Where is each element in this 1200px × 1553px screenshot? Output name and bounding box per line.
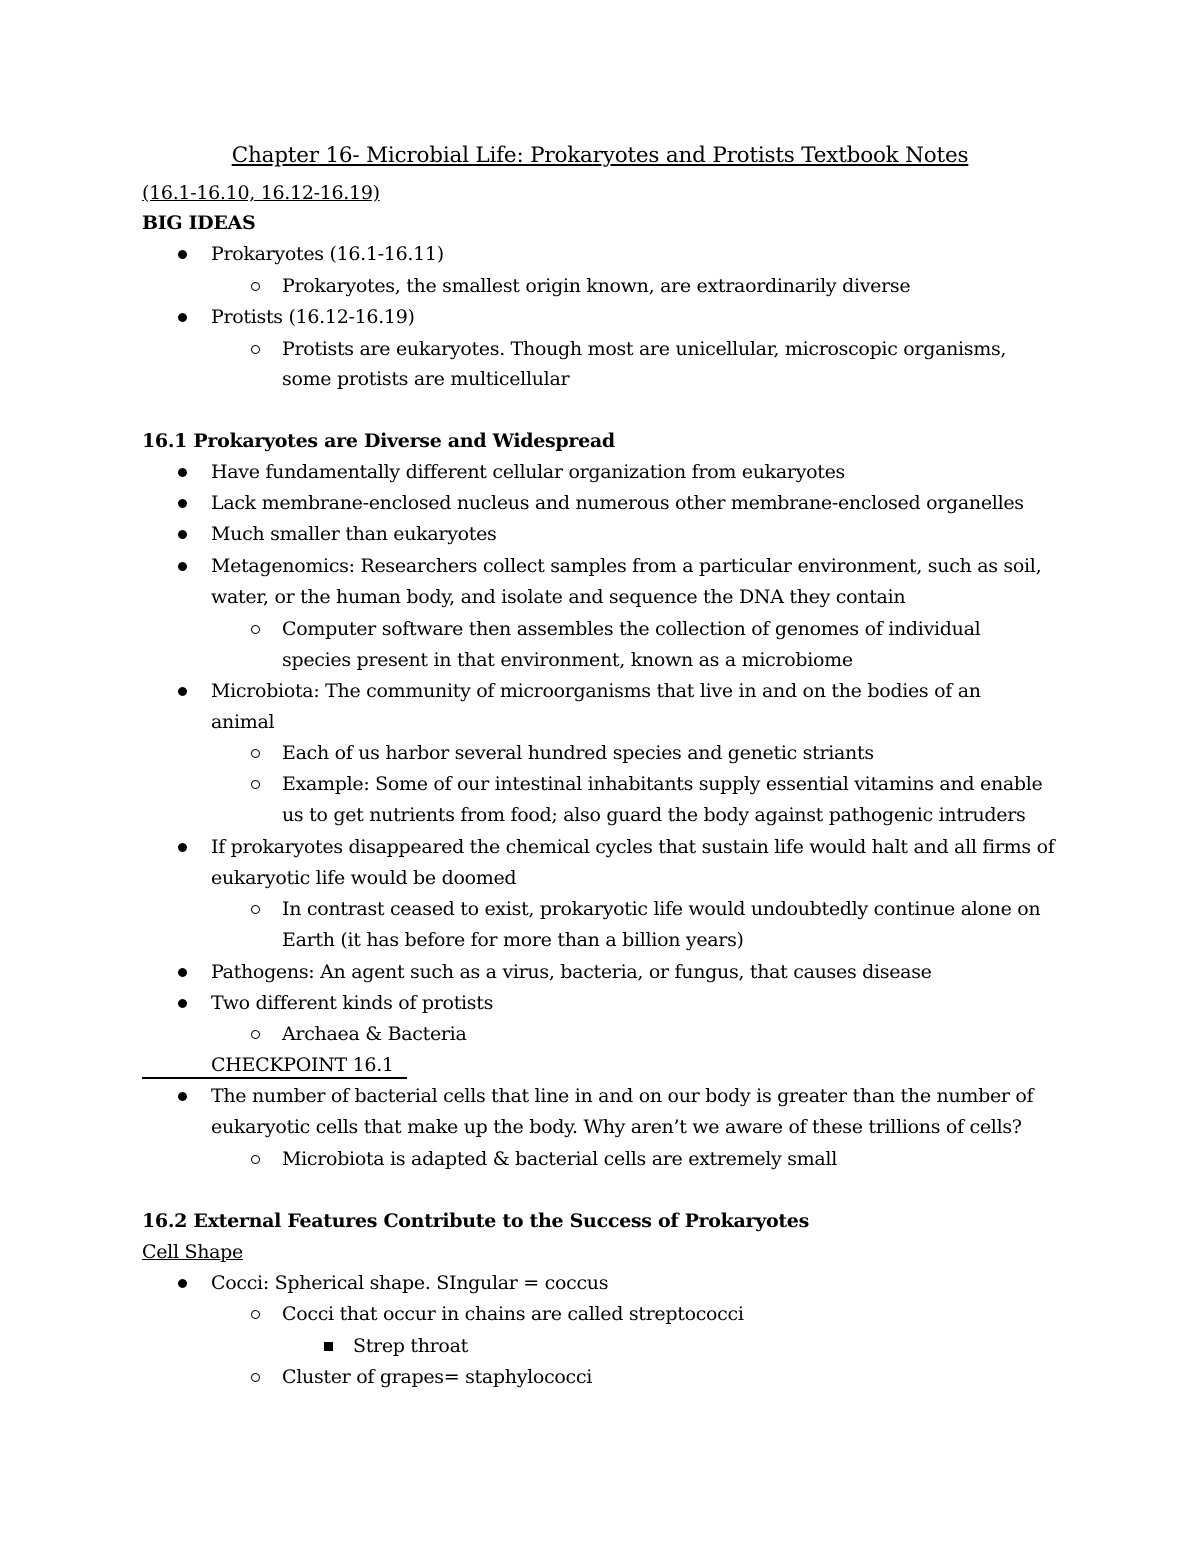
list-item: Example: Some of our intestinal inhabitants supply essential vitamins and enable (282, 773, 1043, 795)
list-item: Cocci: Spherical shape. SIngular = coccus (211, 1272, 609, 1294)
list-item: Prokaryotes, the smallest origin known, are extraordinarily diverse (282, 275, 911, 297)
bullet-icon (178, 313, 187, 322)
hollow-bullet-icon (251, 749, 260, 758)
square-bullet-icon (324, 1342, 333, 1351)
document-title: Chapter 16- Microbial Life: Prokaryotes and Protists Textbook Notes (231, 143, 969, 168)
list-item: Lack membrane-enclosed nucleus and numerous other membrane-enclosed organelles (211, 492, 1024, 514)
list-item: In contrast ceased to exist, prokaryotic life would undoubtedly continue alone on (282, 898, 1041, 920)
checkpoint-label: CHECKPOINT 16.1 (211, 1054, 394, 1076)
list-item: Protists are eukaryotes. Though most are unicellular, microscopic organisms, (282, 338, 1007, 360)
bullet-icon (178, 468, 187, 477)
bullet-icon (178, 843, 187, 852)
list-item: Much smaller than eukaryotes (211, 523, 497, 545)
bullet-icon (178, 530, 187, 539)
list-item: Metagenomics: Researchers collect samples from a particular environment, such as soil, (211, 555, 1042, 577)
list-item-continuation: Earth (it has before for more than a billion years) (282, 929, 744, 951)
hollow-bullet-icon (251, 780, 260, 789)
list-item-continuation: eukaryotic cells that make up the body. Why aren’t we aware of these trillions of cells? (211, 1116, 1022, 1138)
list-item: Have fundamentally different cellular organization from eukaryotes (211, 461, 845, 483)
bullet-icon (178, 499, 187, 508)
list-item: Prokaryotes (16.1-16.11) (211, 243, 444, 265)
big-ideas-heading: BIG IDEAS (142, 212, 256, 234)
section-heading-16-2: 16.2 External Features Contribute to the Success of Prokaryotes (142, 1210, 809, 1232)
list-item: Microbiota is adapted & bacterial cells are extremely small (282, 1148, 837, 1170)
list-item-continuation: us to get nutrients from food; also guard the body against pathogenic intruders (282, 804, 1026, 826)
sections-range: (16.1-16.10, 16.12-16.19) (142, 182, 380, 204)
bullet-icon (178, 1092, 187, 1101)
bullet-icon (178, 250, 187, 259)
list-item: Two different kinds of protists (211, 992, 494, 1014)
list-item: Cocci that occur in chains are called streptococci (282, 1303, 744, 1325)
hollow-bullet-icon (251, 1030, 260, 1039)
bullet-icon (178, 968, 187, 977)
list-item: If prokaryotes disappeared the chemical cycles that sustain life would halt and all firms of (211, 836, 1055, 858)
section-heading-16-1: 16.1 Prokaryotes are Diverse and Widespread (142, 430, 615, 452)
list-item-continuation: species present in that environment, known as a microbiome (282, 649, 853, 671)
list-item: Archaea & Bacteria (282, 1023, 467, 1045)
hollow-bullet-icon (251, 1155, 260, 1164)
bullet-icon (178, 999, 187, 1008)
list-item-continuation: eukaryotic life would be doomed (211, 867, 517, 889)
hollow-bullet-icon (251, 905, 260, 914)
bullet-icon (178, 687, 187, 696)
hollow-bullet-icon (251, 625, 260, 634)
list-item: Computer software then assembles the collection of genomes of individual (282, 618, 981, 640)
checkpoint-underline-rule (142, 1077, 407, 1079)
list-item: Microbiota: The community of microorganisms that live in and on the bodies of an (211, 680, 981, 702)
list-item: The number of bacterial cells that line in and on our body is greater than the number of (211, 1085, 1034, 1107)
list-item: Strep throat (353, 1335, 468, 1357)
bullet-icon (178, 1279, 187, 1288)
list-item: Protists (16.12-16.19) (211, 306, 415, 328)
bullet-icon (178, 562, 187, 571)
list-item-continuation: some protists are multicellular (282, 368, 570, 390)
hollow-bullet-icon (251, 1310, 260, 1319)
list-item-continuation: animal (211, 711, 275, 733)
list-item: Pathogens: An agent such as a virus, bacteria, or fungus, that causes disease (211, 961, 932, 983)
list-item: Each of us harbor several hundred species and genetic striants (282, 742, 874, 764)
list-item: Cluster of grapes= staphylococci (282, 1366, 593, 1388)
subheading-cell-shape: Cell Shape (142, 1241, 243, 1263)
hollow-bullet-icon (251, 345, 260, 354)
hollow-bullet-icon (251, 282, 260, 291)
hollow-bullet-icon (251, 1373, 260, 1382)
list-item-continuation: water, or the human body, and isolate and sequence the DNA they contain (211, 586, 906, 608)
